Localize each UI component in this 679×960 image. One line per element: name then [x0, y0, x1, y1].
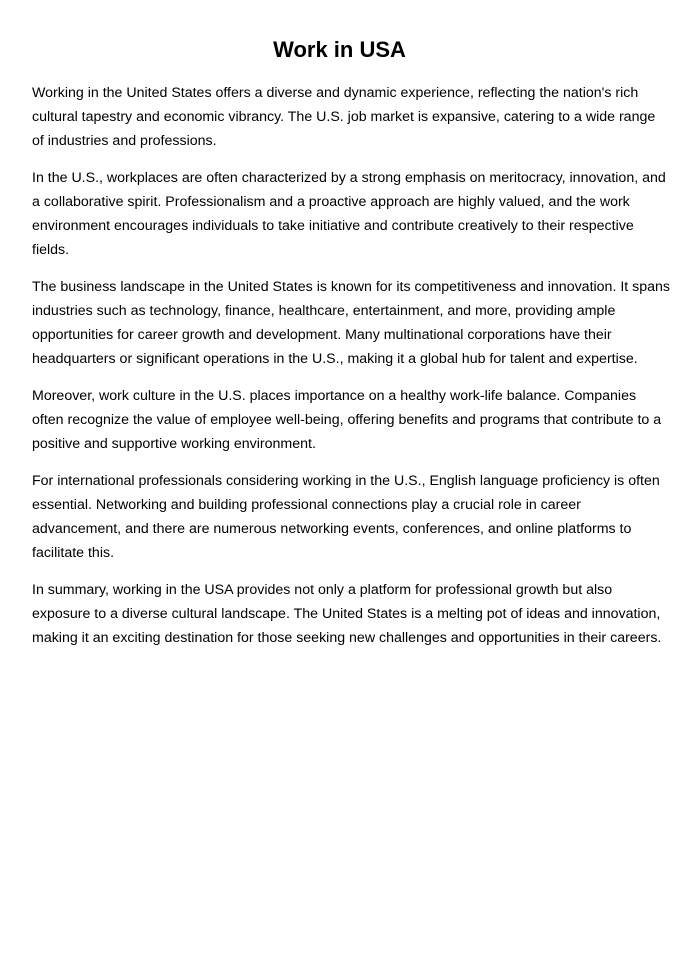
paragraph-line: of industries and professions. [32, 133, 217, 149]
paragraph-line: Moreover, work culture in the U.S. places importance on a healthy work-life balance. Companies [32, 388, 637, 404]
paragraph-line: exposure to a diverse cultural landscape. The United States is a melting pot of ideas and innovation, [32, 606, 661, 622]
paragraph-line: Working in the United States offers a diverse and dynamic experience, reflecting the nation's rich [32, 85, 639, 101]
paragraph-line: making it an exciting destination for those seeking new challenges and opportunities in their careers. [32, 630, 662, 646]
paragraph-line: In the U.S., workplaces are often characterized by a strong emphasis on meritocracy, innovation, and [32, 170, 666, 186]
paragraph [32, 578, 662, 650]
document-title: Work in USA [273, 37, 406, 62]
paragraph-line: cultural tapestry and economic vibrancy. The U.S. job market is expansive, catering to a wide range [32, 109, 656, 125]
paragraph-line: For international professionals considering working in the U.S., English language proficiency is often [32, 473, 660, 489]
paragraph-line: environment encourages individuals to take initiative and contribute creatively to their respective [32, 218, 634, 234]
paragraph-line: fields. [32, 242, 70, 258]
paragraph [32, 384, 662, 456]
paragraph-line: In summary, working in the USA provides not only a platform for professional growth but also [32, 582, 613, 598]
paragraph-line: advancement, and there are numerous networking events, conferences, and online platforms to [32, 521, 632, 537]
paragraph [32, 81, 656, 153]
paragraph-line: facilitate this. [32, 545, 115, 561]
paragraph-line: opportunities for career growth and development. Many multinational corporations have their [32, 327, 612, 343]
paragraph-line: essential. Networking and building professional connections play a crucial role in career [32, 497, 581, 513]
paragraph [32, 275, 671, 371]
paragraph-line: positive and supportive working environment. [32, 436, 316, 452]
paragraph-line: headquarters or significant operations in the U.S., making it a global hub for talent and expertise. [32, 351, 638, 367]
paragraph [32, 469, 660, 565]
paragraph [32, 166, 666, 262]
document-body [32, 81, 671, 663]
paragraph-line: industries such as technology, finance, healthcare, entertainment, and more, providing ample [32, 303, 616, 319]
paragraph-line: The business landscape in the United States is known for its competitiveness and innovation. It spans [32, 279, 671, 295]
paragraph-line: a collaborative spirit. Professionalism and a proactive approach are highly valued, and the work [32, 194, 630, 210]
paragraph-line: often recognize the value of employee well-being, offering benefits and programs that contribute to a [32, 412, 662, 428]
